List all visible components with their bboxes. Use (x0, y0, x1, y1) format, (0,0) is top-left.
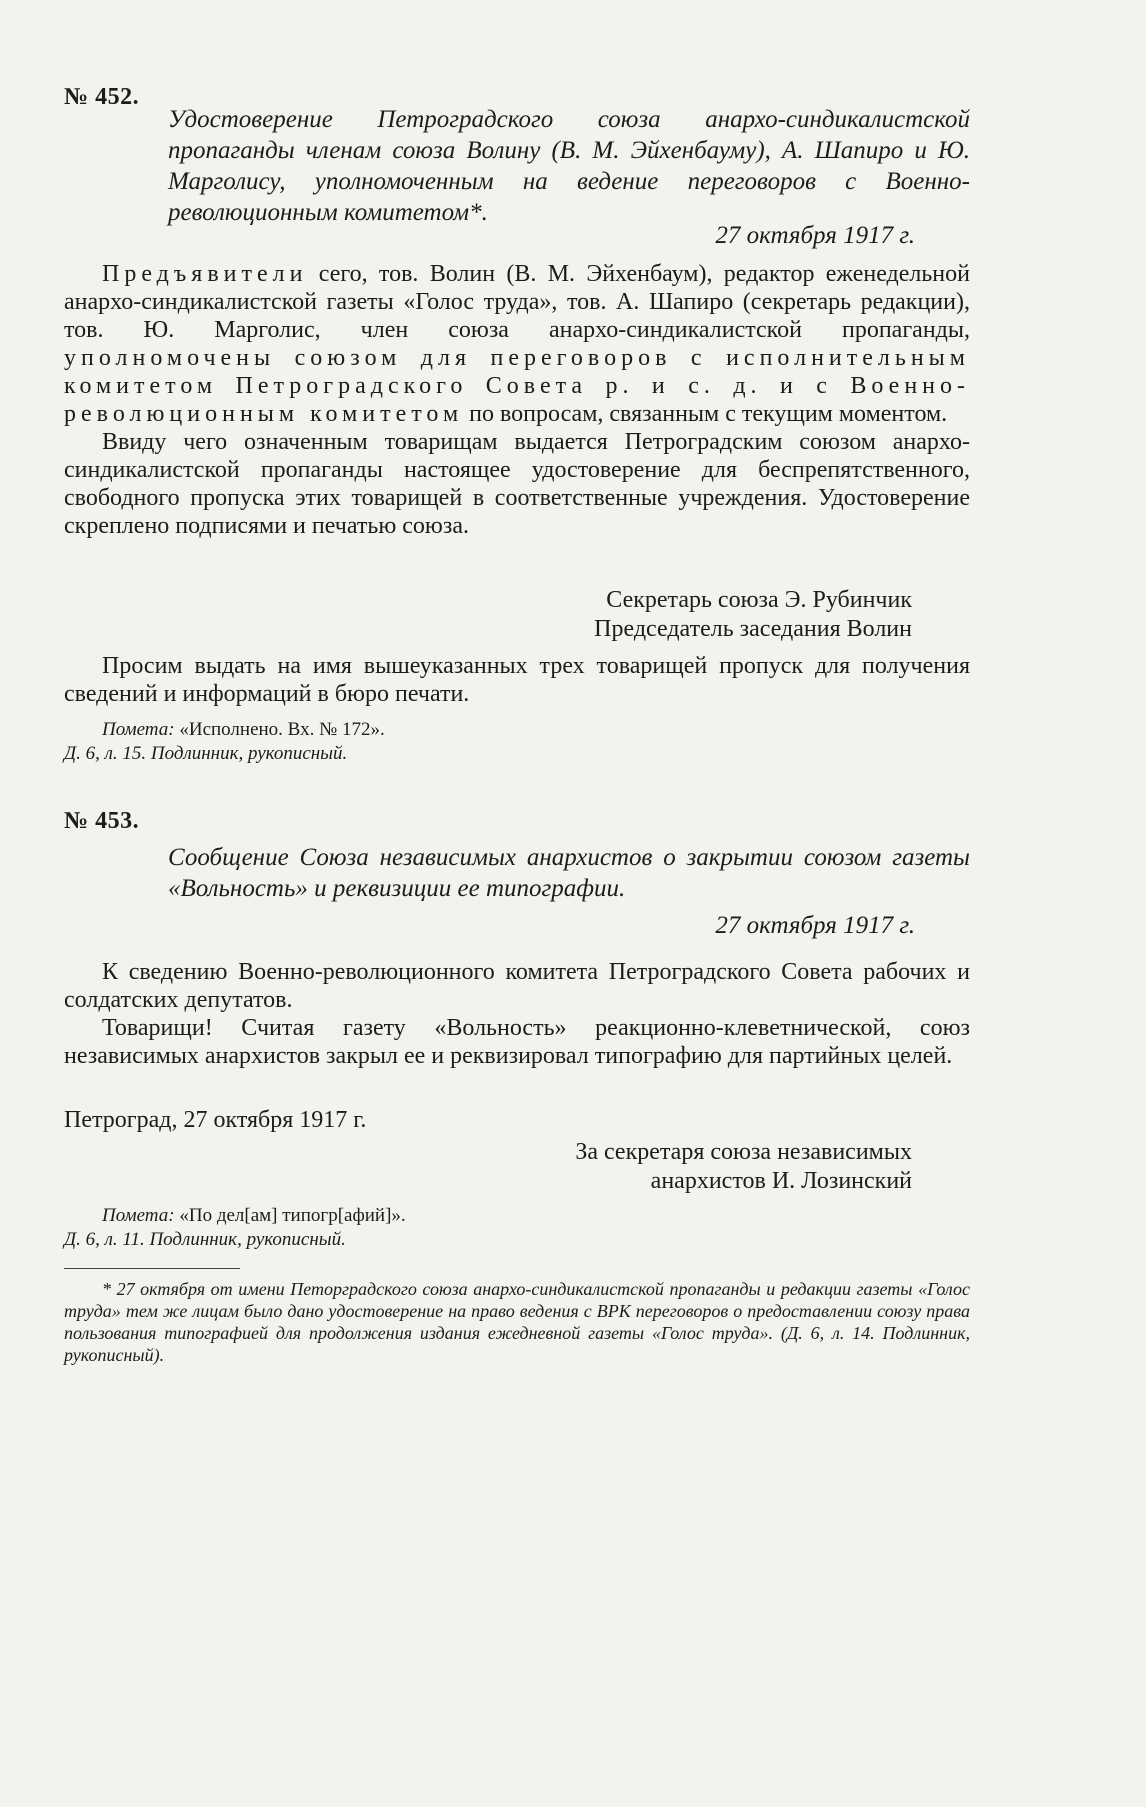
doc-452-paragraph-3: Просим выдать на имя вышеуказанных трех товарищей пропуск для получения сведений и информаций в бюро печати. (64, 653, 970, 707)
doc-453-signatures (420, 1138, 912, 1196)
doc-452-mark (102, 718, 902, 742)
doc-453-signature-line-2: анархистов И. Лозинский (650, 1168, 912, 1194)
doc-452-date: 27 октября 1917 г. (715, 222, 915, 249)
doc-452-signatures (420, 586, 912, 644)
doc-453-mark (102, 1204, 902, 1228)
doc-452-body (64, 260, 970, 540)
doc-453-date: 27 октября 1917 г. (715, 912, 915, 939)
doc-453-number: № 453. (64, 808, 140, 834)
doc-452-p1-spaced: уполномочены союзом для переговоров с исполнительным комитетом Петроградского Совета р. и с. д. и с Военно-революционным комитетом (64, 345, 970, 427)
doc-453-archive: Д. 6, л. 11. Подлинник, рукописный. (64, 1229, 346, 1250)
doc-453-place-date: Петроград, 27 октября 1917 г. (64, 1107, 367, 1133)
doc-452-number: № 452. (64, 84, 140, 110)
doc-453-signature-line-1: За секретаря союза независимых (575, 1139, 912, 1165)
doc-452-lead: Предъявители (102, 261, 308, 287)
doc-453-title: Сообщение Союза независимых анархистов о закрытии союзом газеты «Вольность» и реквизиции ее типографии. (168, 844, 970, 902)
footnote: * 27 октября от имени Петорградского союза анархо-синдикалистской пропаганды и редакции газеты «Голос труда» тем же лицам было дано удостоверение на право ведения с ВРК переговоров о предоставлении союзу права пользования типографией для продолжения издания ежедневной газеты «Голос труда». (Д. 6, л. 14. Подлинник, рукописный). (64, 1279, 970, 1365)
doc-452-p1-text-b: по вопросам, связанным с текущим моментом. (463, 401, 948, 427)
doc-453-mark-text: «По дел[ам] типогр[афий]». (174, 1205, 406, 1226)
doc-452-archive: Д. 6, л. 15. Подлинник, рукописный. (64, 743, 348, 764)
doc-453-mark-label: Помета: (102, 1205, 175, 1226)
doc-452-paragraph-2: Ввиду чего означенным товарищам выдается Петроградским союзом анархо-синдикалистской пропаганды настоящее удостоверение для беспрепятственного, свободного пропуска этих товарищей в соответственные учреждения. Удостоверение скреплено подписями и печатью союза. (64, 429, 970, 539)
doc-452-title: Удостоверение Петроградского союза анархо-синдикалистской пропаганды членам союза Волину (В. М. Эйхенбауму), А. Шапиро и Ю. Марголису, уполномоченным на ведение переговоров с Военно-революционным комитетом*. (168, 106, 970, 226)
doc-453-body (64, 958, 970, 1070)
doc-453-paragraph-2: Товарищи! Считая газету «Вольность» реакционно-клеветнической, союз независимых анархистов закрыл ее и реквизировал типографию для партийных целей. (64, 1015, 970, 1069)
doc-452-mark-text: «Исполнено. Вх. № 172». (174, 719, 385, 740)
doc-452-request (64, 652, 970, 708)
doc-452-signature-chairman: Председатель заседания Волин (594, 616, 912, 642)
doc-453-place-date-wrap (64, 1106, 970, 1134)
doc-452-p1-text-a: сего, тов. Волин (В. М. Эйхенбаум), редактор еженедельной анархо-синдикалистской газеты «Голос труда», тов. А. Шапиро (секретарь редакции), тов. Ю. Марголис, член союза анархо-синдикалистской пропаганды, (64, 261, 970, 343)
doc-452-mark-label: Помета: (102, 719, 175, 740)
doc-452-paragraph-1 (64, 260, 970, 428)
footnote-divider (64, 1268, 240, 1269)
doc-452-signature-secretary: Секретарь союза Э. Рубинчик (606, 587, 912, 613)
doc-453-paragraph-1: К сведению Военно-революционного комитета Петроградского Совета рабочих и солдатских депутатов. (64, 959, 970, 1013)
